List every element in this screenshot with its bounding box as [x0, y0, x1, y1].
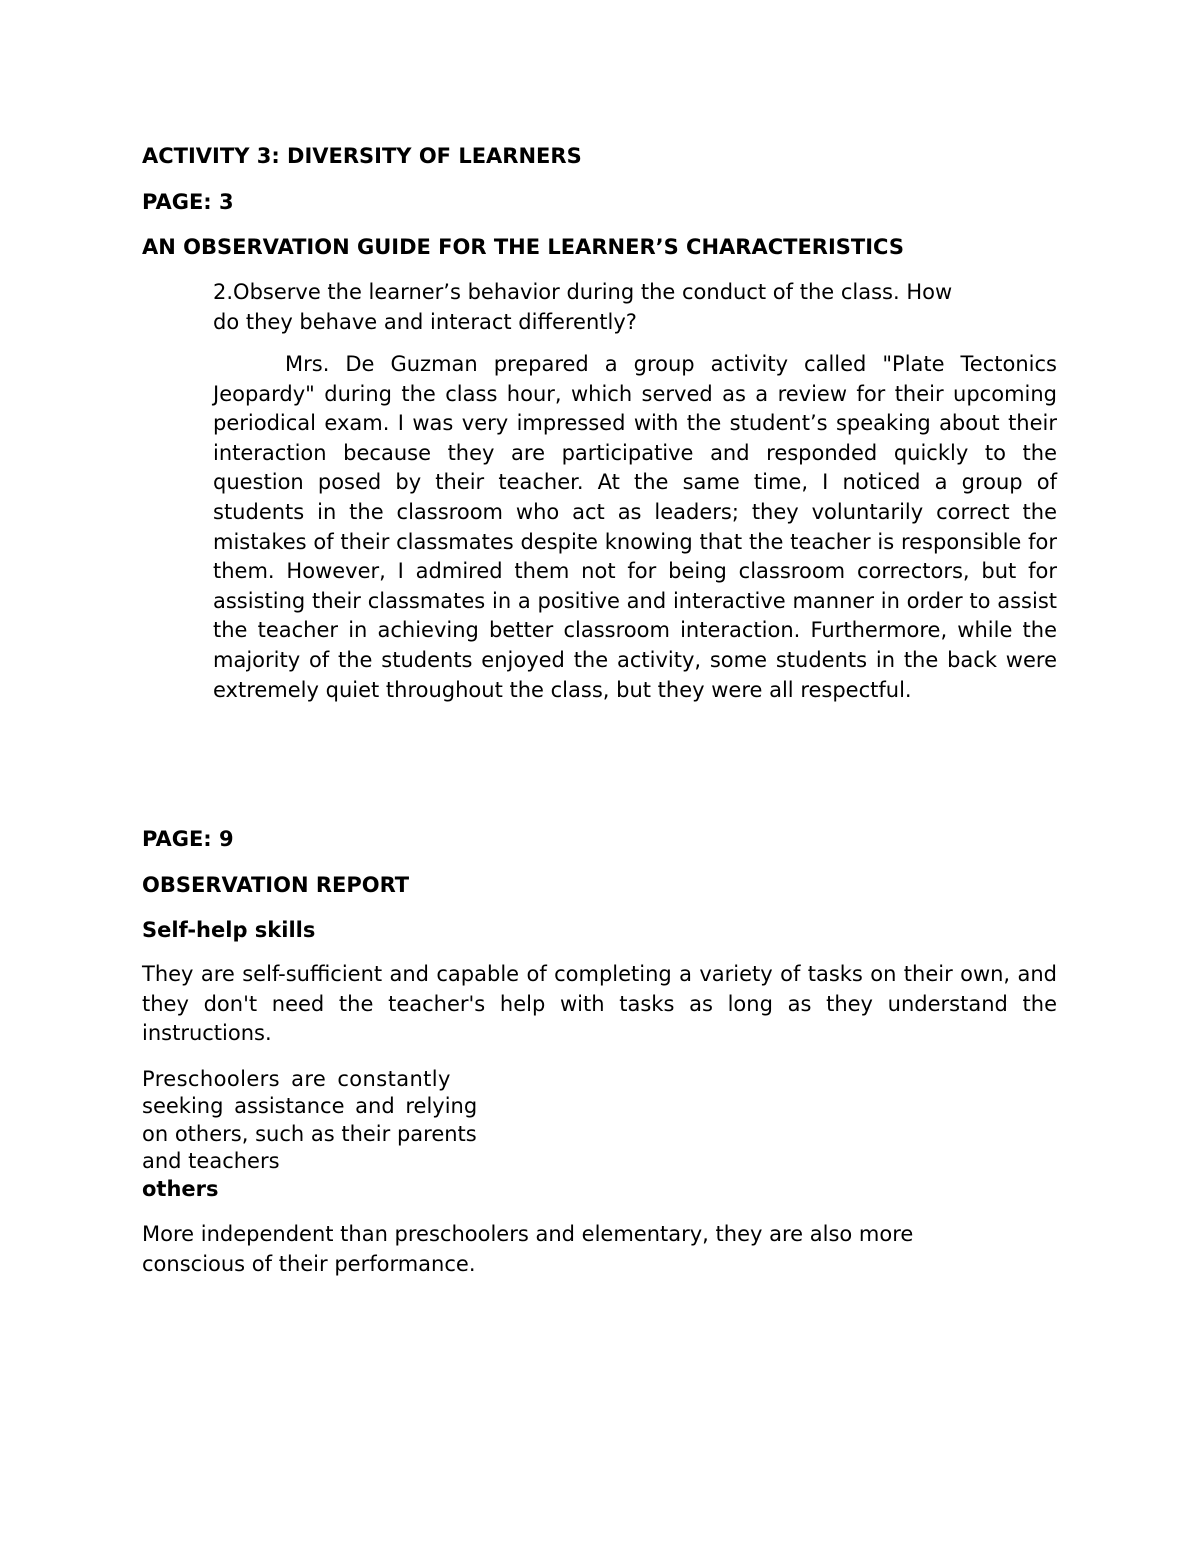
self-help-paragraph: They are self-sufficient and capable of completing a variety of tasks on their own, and they don't need the teacher's help with tasks as long as they understand the instructions. — [142, 962, 1057, 1046]
preschoolers-line-3: on others, such as their parents — [142, 1122, 477, 1146]
page-9-label: PAGE: 9 — [142, 827, 234, 851]
others-line-1: More independent than preschoolers and elementary, they are also more — [142, 1222, 914, 1246]
preschoolers-line-4: and teachers — [142, 1149, 280, 1173]
page-3-label: PAGE: 3 — [142, 190, 234, 214]
others-line-2: conscious of their performance. — [142, 1252, 476, 1276]
guide-title: AN OBSERVATION GUIDE FOR THE LEARNER’S CHARACTERISTICS — [142, 235, 904, 259]
others-heading: others — [142, 1177, 219, 1201]
preschoolers-line-2: seeking assistance and relying — [142, 1094, 478, 1118]
question-line-1: 2.Observe the learner’s behavior during the conduct of the class. How — [213, 280, 953, 304]
self-help-heading: Self-help skills — [142, 918, 316, 942]
question-line-2: do they behave and interact differently? — [213, 310, 637, 334]
answer-paragraph: Mrs. De Guzman prepared a group activity called "Plate Tectonics Jeopardy" during the class hour, which served as a review for their upcoming periodical exam. I was very impressed with the student’s speaking about their interaction because they are participative and responded quickly to the question posed by their teacher. At the same time, I noticed a group of students in the classroom who act as leaders; they voluntarily correct the mistakes of their classmates despite knowing that the teacher is responsible for them. However, I admired them not for being classroom correctors, but for assisting their classmates in a positive and interactive manner in order to assist the teacher in achieving better classroom interaction. Furthermore, while the majority of the students enjoyed the activity, some students in the back were extremely quiet throughout the class, but they were all respectful. — [213, 352, 1057, 702]
report-title: OBSERVATION REPORT — [142, 873, 410, 897]
preschoolers-line-1: Preschoolers are constantly — [142, 1067, 451, 1091]
activity-title: ACTIVITY 3: DIVERSITY OF LEARNERS — [142, 144, 582, 168]
